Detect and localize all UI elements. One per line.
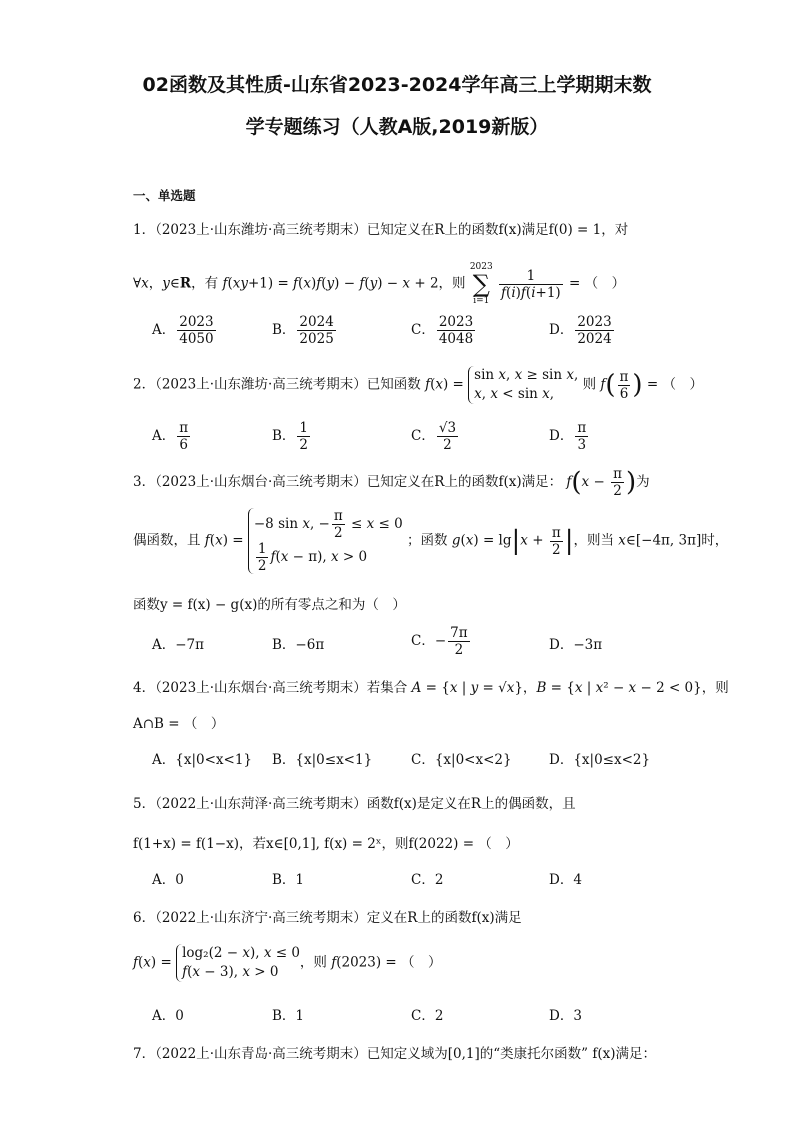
q6-stem-line2: f(x) = log₂(2 − x), x ≤ 0 f(x − 3), x > 0，则 f(2023) = （ ） — [133, 945, 442, 980]
q4-option-a: A．{x|0<x<1} — [152, 752, 253, 768]
q2-option-a: A． $\frac{\pi}{6}$ — [152, 420, 189, 453]
q2-option-b: B． $\frac{1}{2}$ — [272, 420, 309, 453]
q1-option-b: B． $\frac{2024}{2025}$ — [272, 314, 334, 347]
q6-option-c: C．2 — [411, 1008, 444, 1024]
q3-stem-line1: 3．（2023上·山东烟台·高三统考期末）已知定义在R上的函数f(x)满足： f(x − $\frac{\pi}{2}$ )为 — [133, 466, 650, 499]
q3-option-c: C．− $\frac{7\pi}{2}$ — [411, 625, 468, 658]
q1-stem-line2: ∀x，y∈R，有 f(xy+1) = f(x)f(y) − f(y) − x + 2，则 2023 ∑ i=1 $\frac{1}{f(i)f(i+1)}$ = （ ） — [133, 262, 626, 306]
q7-stem-line1: 7．（2022上·山东青岛·高三统考期末）已知定义域为[0,1]的“类康托尔函数” f(x)满足： — [133, 1046, 657, 1062]
q3-option-b: B．−6π — [272, 637, 325, 653]
q1-stem-line1: 1．（2023上·山东潍坊·高三统考期末）已知定义在R上的函数f(x)满足f(0) = 1，对 — [133, 222, 629, 238]
q4-option-b: B．{x|0≤x<1} — [272, 752, 373, 768]
q6-option-a: A．0 — [152, 1008, 184, 1024]
q3-stem-text: 3．（2023上·山东烟台·高三统考期末）已知定义在R上的函数f(x)满足： — [133, 474, 563, 490]
q4-option-d: D．{x|0≤x<2} — [549, 752, 651, 768]
q3-stem-line3: 函数y = f(x) − g(x)的所有零点之和为（ ） — [133, 597, 406, 613]
q6-stem-line1: 6．（2022上·山东济宁·高三统考期末）定义在R上的函数f(x)满足 — [133, 910, 522, 926]
q2-option-d: D． $\frac{\pi}{3}$ — [549, 420, 587, 453]
q4-stem-line1: 4．（2023上·山东烟台·高三统考期末）若集合 A = {x | y = √x}，B = {x | x² − x − 2 < 0}，则 — [133, 680, 729, 696]
q6-option-d: D．3 — [549, 1008, 582, 1024]
q2-stem: 2．（2023上·山东潍坊·高三统考期末）已知函数 f(x) = sin x, x ≥ sin x, x, x < sin x, 则 f( $\frac{\pi}{6}$ ) = （ ） — [133, 367, 703, 402]
doc-title-line2: 学专题练习（人教A版,2019新版） — [245, 116, 549, 138]
q5-option-c: C．2 — [411, 872, 444, 888]
q5-stem-line2: f(1+x) = f(1−x)，若x∈[0,1], f(x) = 2ˣ，则f(2022) = （ ） — [133, 836, 519, 852]
q3-stem-line2: 偶函数，且 f(x) = −8 sin x, − $\frac{\pi}{2}$ ≤ x ≤ 0 $\frac{1}{2}$ f(x − π), x > 0 ；函数 g(x) = lg|x + $\frac{\pi}{2}$ |，则当 x∈[−4π, 3π]时， — [133, 508, 729, 574]
q1-option-c: C． $\frac{2023}{4048}$ — [411, 314, 474, 347]
q3-option-a: A．−7π — [152, 637, 205, 653]
q5-option-d: D．4 — [549, 872, 582, 888]
doc-title-line1: 02函数及其性质-山东省2023-2024学年高三上学期期末数 — [142, 74, 652, 96]
q5-option-a: A．0 — [152, 872, 184, 888]
q1-option-d: D． $\frac{2023}{2024}$ — [549, 314, 612, 347]
q2-option-c: C． $\frac{√3}{2}$ — [411, 420, 457, 453]
q4-stem-text: 4．（2023上·山东烟台·高三统考期末）若集合 — [133, 680, 408, 696]
q5-option-b: B．1 — [272, 872, 305, 888]
q2-stem-text: 2．（2023上·山东潍坊·高三统考期末）已知函数 — [133, 376, 421, 393]
q6-option-b: B．1 — [272, 1008, 305, 1024]
q1-option-a: A． $\frac{2023}{4050}$ — [152, 314, 214, 347]
q5-stem-line1: 5．（2022上·山东菏泽·高三统考期末）函数f(x)是定义在R上的偶函数，且 — [133, 796, 576, 812]
section-heading: 一、单选题 — [133, 188, 196, 203]
q3-option-d: D．−3π — [549, 637, 603, 653]
q4-stem-line2: A∩B = （ ） — [133, 716, 225, 732]
q4-option-c: C．{x|0<x<2} — [411, 752, 512, 768]
